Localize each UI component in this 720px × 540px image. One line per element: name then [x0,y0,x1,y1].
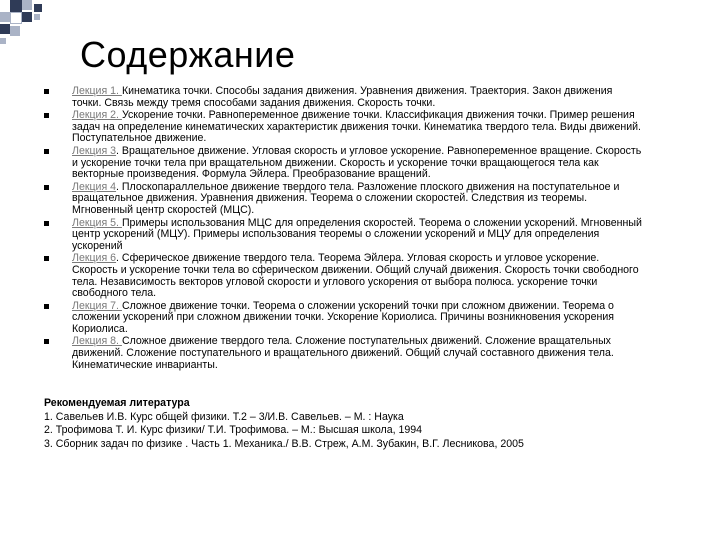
list-item [44,301,644,336]
lecture-description: Примеры использования МЦС для определения скоростей. Теорема о сложении ускорений. Мгновенный центр ускорений (МЦУ). Примеры использования теоремы о сложении ускорений и МЦУ для определения ускорений [72,216,642,252]
lecture-link[interactable]: Лекция 6 [72,252,117,265]
lecture-description: Сложное движение твердого тела. Сложение поступательных движений. Сложение вращательных движений. Сложение поступательного и вращательного движений. Общий случай составного движения тела. Кинематические инварианты. [72,335,614,371]
bullet-icon [44,89,49,94]
lecture-link[interactable]: Лекция 1. [72,85,122,97]
lecture-link[interactable]: Лекция 7. [72,299,122,312]
bullet-icon [44,339,49,344]
list-item [44,218,644,253]
references-heading: Рекомендуемая литература [44,397,190,409]
lecture-link[interactable]: Лекция 4 [72,180,117,193]
lecture-link[interactable]: Лекция 8. [72,335,122,348]
lecture-description: Ускорение точки. Равнопеременное движение точки. Классификация движения точки. Пример решения задач на определение кинематических характеристик движения точки. Кинематика твердого тела. Виды движений. Поступательное движение. [72,109,641,145]
bullet-icon [44,304,49,309]
bullet-icon [44,185,49,190]
lecture-description: Кинематика точки. Способы задания движения. Уравнения движения. Траектория. Закон движения точки. Связь между тремя способами задания движения. Скорость точки. [72,85,613,109]
reference-item: 1. Савельев И.В. Курс общей физики. Т.2 – 3/И.В. Савельев. – М. : Наука [44,410,404,423]
bullet-icon [44,256,49,261]
reference-item: 3. Сборник задач по физике . Часть 1. Механика./ В.В. Стреж, А.М. Зубакин, В.Г. Лесникова, 2005 [44,437,524,450]
lecture-description: Сложное движение точки. Теорема о сложении ускорений точки при сложном движении. Теорема о сложении ускорений при сложном движении точки. Ускорение Кориолиса. Причины возникновения ускорения Кориолиса. [72,299,614,335]
reference-item: 2. Трофимова Т. И. Курс физики/ Т.И. Трофимова. – М.: Высшая школа, 1994 [44,424,423,437]
lecture-link[interactable]: Лекция 3 [72,144,117,157]
list-item [44,253,644,299]
bullet-icon [44,221,49,226]
lecture-description: . Сферическое движение твердого тела. Теорема Эйлера. Угловая скорость и угловое ускорение. Скорость и ускорение точки тела во сферическом движении. Общий случай движения. Скорость точки свободного тела. Независимость векторов угловой скорости и углового ускорения от выбора полюса. ускорение точки свободного тела. [72,252,639,300]
list-item [44,110,644,145]
lecture-description: . Вращательное движение. Угловая скорость и угловое ускорение. Равнопеременное вращение. Скорость и ускорение точки тела при вращательном движении. Скорость и ускорение точки вращающегося тела как векторные произведения. Формула Эйлера. Преобразование вращений. [72,144,642,181]
bullet-icon [44,149,49,154]
lecture-list [44,86,644,372]
list-item [44,146,644,181]
list-item [44,336,644,371]
references-section [44,397,684,451]
bullet-icon [44,113,49,118]
slide-title: Содержание [80,34,296,75]
lecture-description: . Плоскопараллельное движение твердого тела. Разложение плоского движения на поступательное и вращательное движения. Уравнения движения. Теорема о сложении скоростей. Следствия из теоремы. Мгновенный центр скоростей (МЦС). [72,180,620,216]
corner-decoration [0,0,60,50]
list-item [44,86,644,109]
lecture-link[interactable]: Лекция 2. [72,109,122,122]
lecture-link[interactable]: Лекция 5. [72,216,122,229]
list-item [44,182,644,217]
